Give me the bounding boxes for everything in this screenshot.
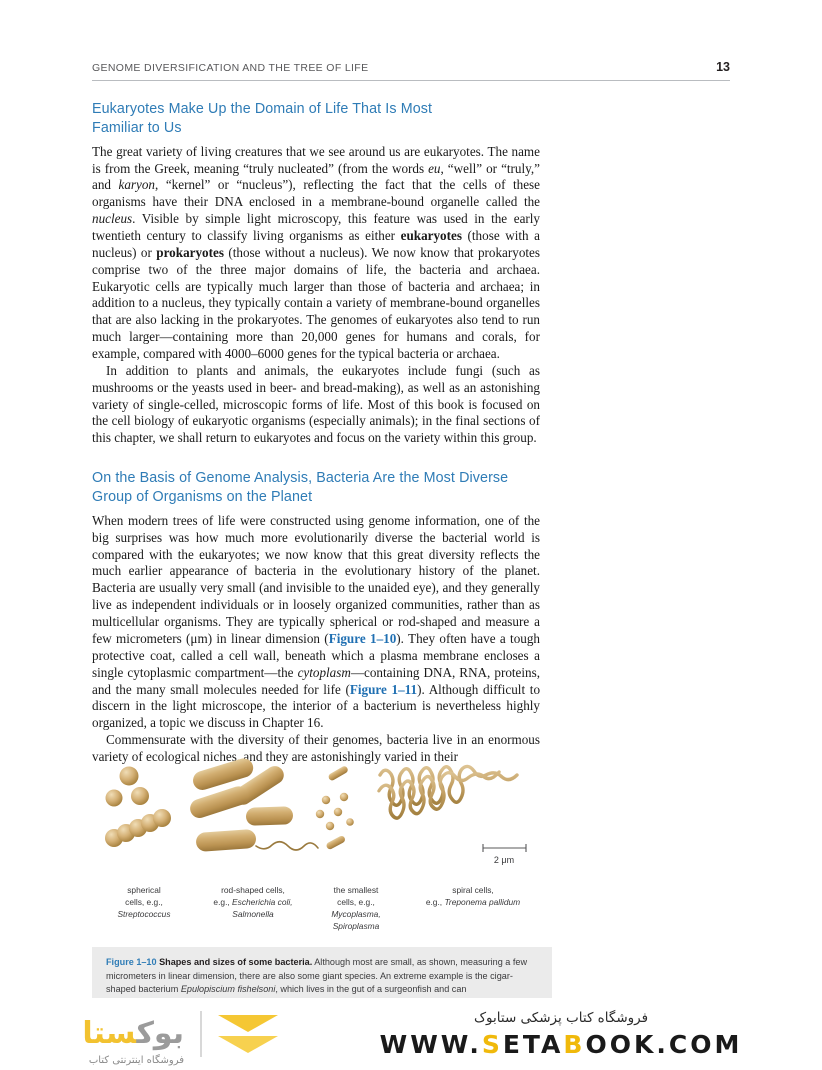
term-karyon: karyon — [118, 177, 156, 193]
watermark-tagline: فروشگاه کتاب پزشکی ستابوک — [473, 1009, 649, 1026]
label-0-line2: cells, e.g., — [125, 896, 163, 907]
figure-artwork — [92, 748, 552, 883]
url-part2: ETA — [502, 1029, 564, 1059]
watermark-text-area — [300, 1010, 822, 1059]
section-heading-2-line1: On the Basis of Genome Analysis, Bacteria Are the Most Diverse — [92, 470, 509, 487]
setabook-logo — [82, 1016, 184, 1066]
para3-frag-a: When modern trees of life were constructed using genome information, one of the big surprises was how much more evolutionarily diverse the bacterial world is compared with the eukaryotes; we now know that this great diversity reflects the much earlier appearance of bacteria in the evolutionary history of the planet. Bacteria are usually very small (and invisible to the unaided eye), and they generally live as independent individuals or in loosely organized communities, rather than as multicellular organisms. They are typically spherical or rod-shaped and measure a few micrometers (μm) in linear dimension ( — [92, 512, 540, 646]
para1-frag-c: , “kernel” or “nucleus”), reflecting the fact that the cells of these organisms have their DNA enclosed in a membrane-bound organelle called the — [92, 177, 540, 210]
url-letter-s: S — [481, 1029, 503, 1059]
term-eukaryotes: eukaryotes — [400, 228, 462, 244]
term-eu: eu — [428, 160, 441, 176]
label-1-species1: Escherichia coli, — [232, 896, 293, 907]
figure-caption-text — [106, 956, 538, 997]
section-heading-1-line1: Eukaryotes Make Up the Domain of Life That Is Most — [92, 101, 433, 117]
figure-labels — [92, 885, 552, 937]
bacteria-illustration — [92, 748, 552, 883]
figure-label-spherical — [96, 885, 192, 921]
para3-frag-c: —containing DNA, RNA, proteins, and the many small molecules needed for life ( — [92, 664, 541, 697]
watermark-logo-area — [0, 998, 300, 1070]
paragraph-4: Commensurate with the diversity of their genomes, bacteria live in an enormous variety of ecological niches, and they are astonishingly varied in their — [92, 732, 540, 764]
paragraph-1 — [92, 144, 540, 363]
header-divider — [92, 80, 730, 81]
section-heading-1-line2: Familiar to Us — [92, 119, 182, 136]
figure-reference-1-11[interactable]: Figure 1–11 — [349, 681, 418, 697]
figure-label-smallest — [314, 885, 398, 933]
label-0-species1: Streptococcus — [117, 908, 171, 919]
spiral-cells-group — [379, 766, 517, 820]
caption-title: Shapes and sizes of some bacteria. — [159, 957, 313, 967]
label-1-species2: Salmonella — [232, 908, 274, 919]
url-part3: OOK.COM — [585, 1029, 743, 1059]
caption-species: Epulopiscium fishelsoni — [180, 984, 276, 995]
figure-1-10 — [92, 748, 552, 1009]
caption-body-b: , which lives in the gut of a surgeonfish and can — [275, 984, 467, 995]
logo-subtitle: فروشگاه اینترنتی کتاب — [88, 1055, 184, 1066]
section-heading-1 — [92, 100, 540, 138]
caption-number: Figure 1–10 — [106, 957, 157, 967]
watermark-banner — [0, 998, 822, 1070]
figure-reference-1-10[interactable]: Figure 1–10 — [328, 630, 397, 646]
para3-frag-b: ). They often have a tough protective coat, called a cell wall, beneath which a plasma membrane encloses a single cytoplasmic compartment—the — [92, 630, 540, 680]
figure-label-rod — [192, 885, 314, 921]
label-2-line2: cells, e.g., — [337, 896, 375, 907]
scale-bar — [483, 844, 526, 852]
logo-wordmark-yellow: ستا — [82, 1016, 137, 1051]
chevron-down-icon — [218, 1036, 278, 1053]
logo-divider — [200, 1011, 202, 1057]
para1-frag-e: (those with a nucleus) or — [92, 228, 541, 260]
label-1-line2: e.g., — [213, 896, 233, 907]
running-head-title: GENOME DIVERSIFICATION AND THE TREE OF LIFE — [92, 62, 369, 74]
page-number: 13 — [716, 60, 730, 74]
watermark-url[interactable] — [380, 1030, 743, 1059]
term-cytoplasm: cytoplasm — [297, 664, 351, 680]
logo-wordmark — [82, 1016, 184, 1051]
para1-frag-f: (those without a nucleus). We now know that prokaryotes comprise two of the three major domains of life, the bacteria and archaea. Eukaryotic cells are typically much larger than those of bacteria and archaea; in addition to a nucleus, they typically contain a variety of membrane-bound organelles that are also lacking in the prokaryotes. The genomes of eukaryotes also tend to run much larger—containing more than 20,000 genes for humans and corals, for example, compared with 4000–6000 genes for the typical bacteria or archaea. — [92, 244, 540, 362]
term-prokaryotes: prokaryotes — [156, 244, 224, 260]
url-part1: WWW. — [379, 1029, 482, 1059]
figure-label-spiral — [398, 885, 548, 909]
url-letter-b: B — [563, 1029, 586, 1059]
label-3-line2: e.g., — [425, 896, 445, 907]
para1-frag-b: , “well” or “truly,” and — [92, 160, 540, 193]
flagellum — [256, 842, 318, 850]
chevron-logo-icon — [218, 1015, 278, 1053]
para1-frag-d: . Visible by simple light microscopy, this feature was used in the early twentieth century to classify living organisms as either — [92, 211, 540, 244]
chevron-down-icon — [218, 1015, 278, 1032]
paragraph-3 — [92, 513, 540, 732]
label-1-line1: rod-shaped cells, — [221, 885, 285, 895]
paragraph-2: In addition to plants and animals, the eukaryotes include fungi (such as mushrooms or the yeasts used in beer- and bread-making), as well as an astonishing variety of single-celled, microscopic forms of life. Most of this book is focused on the cell biology of eukaryotic organisms (especially animals); in the final sections of this chapter, we shall return to eukaryotes and focus on the variety within this group. — [92, 362, 540, 446]
label-2-species2: Spiroplasma — [332, 920, 380, 931]
para3-frag-d: ). Although difficult to discern in the light microscope, the interior of a bacterium is nevertheless highly organized, a topic we discuss in Chapter 16. — [92, 681, 541, 731]
spherical-cells-group — [105, 767, 171, 848]
label-3-line1: spiral cells, — [452, 885, 494, 895]
rod-shaped-cells-group — [188, 756, 318, 852]
running-head — [92, 60, 730, 74]
caption-body-a: Although most are small, as shown, measuring a few micrometers in linear dimension, there are also some giant species. An extreme example is the cigar-shaped bacterium — [106, 957, 528, 995]
term-nucleus: nucleus — [92, 211, 133, 227]
text-column — [92, 100, 540, 766]
label-3-species1: Treponema pallidum — [444, 896, 521, 907]
label-2-species1: Mycoplasma, — [331, 908, 381, 919]
scale-bar-label: 2 μm — [493, 855, 515, 865]
label-2-line1: the smallest — [333, 885, 379, 895]
logo-wordmark-grey: بوک — [136, 1016, 184, 1051]
section-heading-2-line2: Group of Organisms on the Planet — [92, 489, 313, 506]
smallest-cells-group — [316, 765, 354, 850]
section-heading-2 — [92, 469, 540, 507]
para1-frag-a: The great variety of living creatures that we see around us are eukaryotes. The name is from the Greek, meaning “truly nucleated” (from the words — [92, 143, 540, 176]
label-0-line1: spherical — [127, 885, 161, 895]
